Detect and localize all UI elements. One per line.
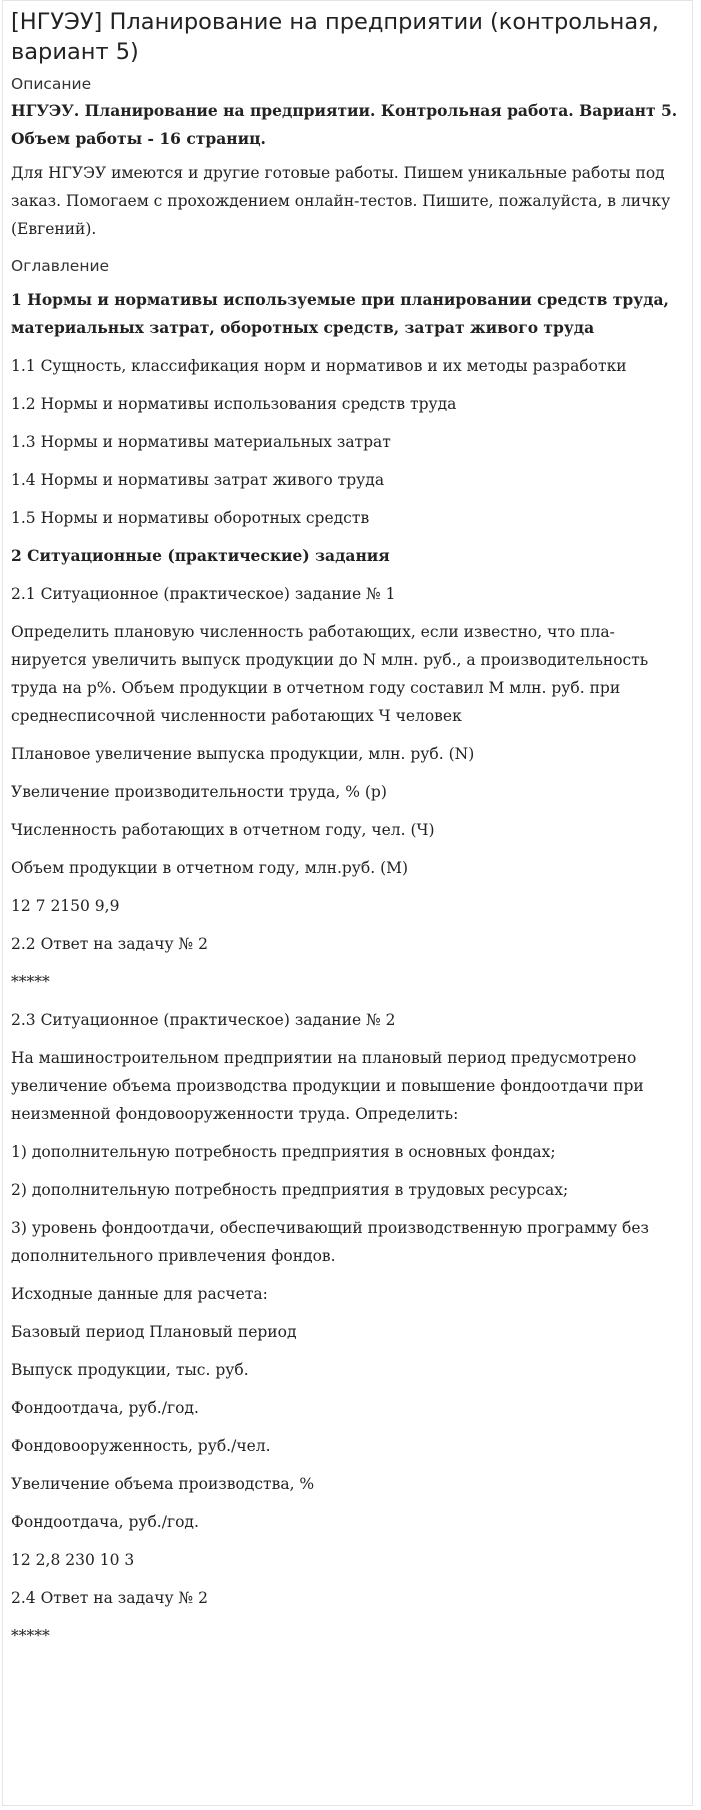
task-2-item: 1) дополнительную потребность предприятия в основных фондах;	[11, 1143, 556, 1161]
description-summary: НГУЭУ. Планирование на предприятии. Контрольная работа. Вариант 5. Объем работы - 16 страниц.	[11, 101, 678, 148]
subsection-1-1: 1.1 Сущность, классификация норм и нормативов и их методы разработки	[11, 357, 627, 375]
subsection-2-2: 2.2 Ответ на задачу № 2	[11, 935, 208, 953]
task-1-values: 12 7 2150 9,9	[11, 897, 120, 915]
task-2-item: 2) дополнительную потребность предприятия в трудовых ресурсах;	[11, 1181, 569, 1199]
description-text: Для НГУЭУ имеются и другие готовые работы. Пишем уникальные работы под заказ. Помогаем с прохождением онлайн-тестов. Пишите, пожалуйста, в личку (Евгений).	[11, 164, 671, 238]
task-2-row: Увеличение объема производства, %	[11, 1475, 315, 1493]
task-1-row: Увеличение производительности труда, % (р)	[11, 783, 387, 801]
task-2-text: На машиностроительном предприятии на плановый период предусмотрено увеличение объема производства продукции и повышение фондоотдачи при неизменной фондовооруженности труда. Определить:	[11, 1049, 644, 1123]
task-2-item: 3) уровень фондоотдачи, обеспечивающий производственную программу без дополнительного привлечения фондов.	[11, 1219, 649, 1265]
task-2-periods: Базовый период Плановый период	[11, 1323, 297, 1341]
description-label: Описание	[11, 75, 92, 93]
answer-hidden-2: *****	[11, 1627, 50, 1645]
subsection-1-2: 1.2 Нормы и нормативы использования средств труда	[11, 395, 457, 413]
section-2-heading: 2 Ситуационные (практические) задания	[11, 546, 390, 565]
subsection-2-4: 2.4 Ответ на задачу № 2	[11, 1589, 208, 1607]
toc-label: Оглавление	[11, 257, 110, 275]
task-2-row: Фондоотдача, руб./год.	[11, 1399, 199, 1417]
task-2-values: 12 2,8 230 10 3	[11, 1551, 135, 1569]
subsection-2-1: 2.1 Ситуационное (практическое) задание № 1	[11, 585, 396, 603]
task-2-row: Фондовооруженность, руб./чел.	[11, 1437, 271, 1455]
page-title: [НГУЭУ] Планирование на предприятии (контрольная, вариант 5)	[11, 9, 659, 65]
task-1-row: Плановое увеличение выпуска продукции, млн. руб. (N)	[11, 745, 475, 763]
subsection-1-4: 1.4 Нормы и нормативы затрат живого труда	[11, 471, 385, 489]
section-1-heading: 1 Нормы и нормативы используемые при планировании средств труда, материальных затрат, оборотных средств, затрат живого труда	[11, 290, 669, 337]
task-2-row: Выпуск продукции, тыс. руб.	[11, 1361, 249, 1379]
task-1-text: Определить плановую численность работающих, если известно, что пла-нируется увеличить выпуск продукции до N млн. руб., а производительность труда на р%. Объем продукции в отчетном году составил М млн. руб. при среднесписочной численности работающих Ч человек	[11, 623, 649, 725]
answer-hidden-1: *****	[11, 973, 50, 991]
task-1-row: Численность работающих в отчетном году, чел. (Ч)	[11, 821, 435, 839]
document-page	[2, 0, 693, 1806]
subsection-1-5: 1.5 Нормы и нормативы оборотных средств	[11, 509, 370, 527]
task-2-row: Фондоотдача, руб./год.	[11, 1513, 199, 1531]
task-1-row: Объем продукции в отчетном году, млн.руб. (М)	[11, 859, 409, 877]
task-2-source-label: Исходные данные для расчета:	[11, 1285, 268, 1303]
subsection-2-3: 2.3 Ситуационное (практическое) задание № 2	[11, 1011, 396, 1029]
subsection-1-3: 1.3 Нормы и нормативы материальных затрат	[11, 433, 391, 451]
